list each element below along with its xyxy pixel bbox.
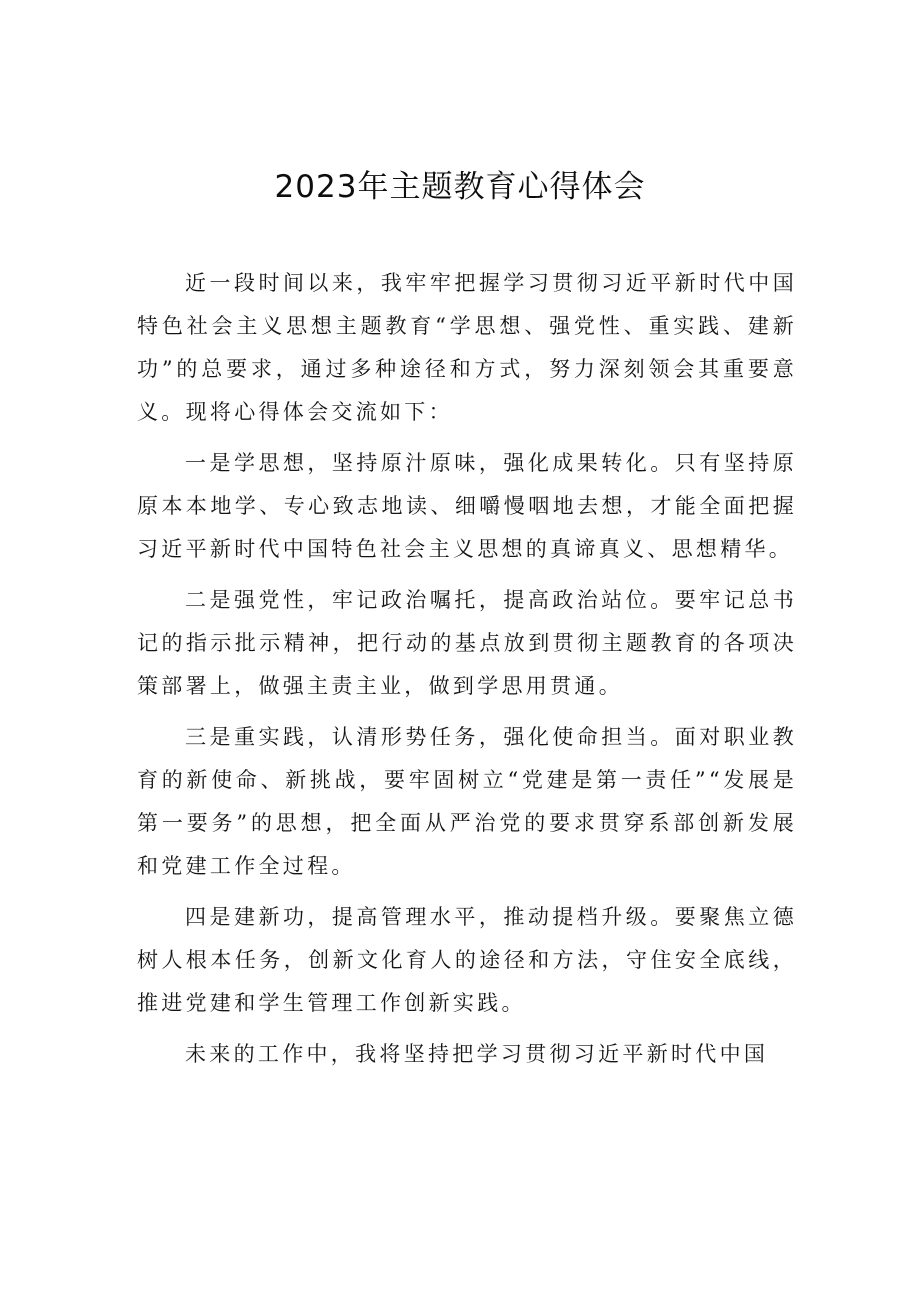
document-body bbox=[137, 262, 797, 1084]
paragraph-study-thought: 一是学思想，坚持原汁原味，强化成果转化。只有坚持原原本本地学、专心致志地读、细嚼慢咽地去想，才能全面把握习近平新时代中国特色社会主义思想的真谛真义、思想精华。 bbox=[137, 451, 797, 561]
paragraph-intro: 近一段时间以来，我牢牢把握学习贯彻习近平新时代中国特色社会主义思想主题教育“学思想、强党性、重实践、建新功”的总要求，通过多种途径和方式，努力深刻领会其重要意义。现将心得体会交流如下： bbox=[137, 271, 797, 424]
paragraph-party-spirit: 二是强党性，牢记政治嘱托，提高政治站位。要牢记总书记的指示批示精神，把行动的基点放到贯彻主题教育的各项决策部署上，做强主责主业，做到学思用贯通。 bbox=[137, 588, 797, 698]
page-title: 2023年主题教育心得体会 bbox=[274, 169, 646, 205]
paragraph-future-work: 未来的工作中，我将坚持把学习贯彻习近平新时代中国 bbox=[185, 1042, 769, 1066]
paragraph-new-achievements: 四是建新功，提高管理水平，推动提档升级。要聚焦立德树人根本任务，创新文化育人的途径和方法，守住安全底线，推进党建和学生管理工作创新实践。 bbox=[137, 905, 797, 1015]
paragraph-practice: 三是重实践，认清形势任务，强化使命担当。面对职业教育的新使命、新挑战，要牢固树立“党建是第一责任”“发展是第一要务”的思想，把全面从严治党的要求贯穿系部创新发展和党建工作全过程。 bbox=[137, 725, 797, 878]
